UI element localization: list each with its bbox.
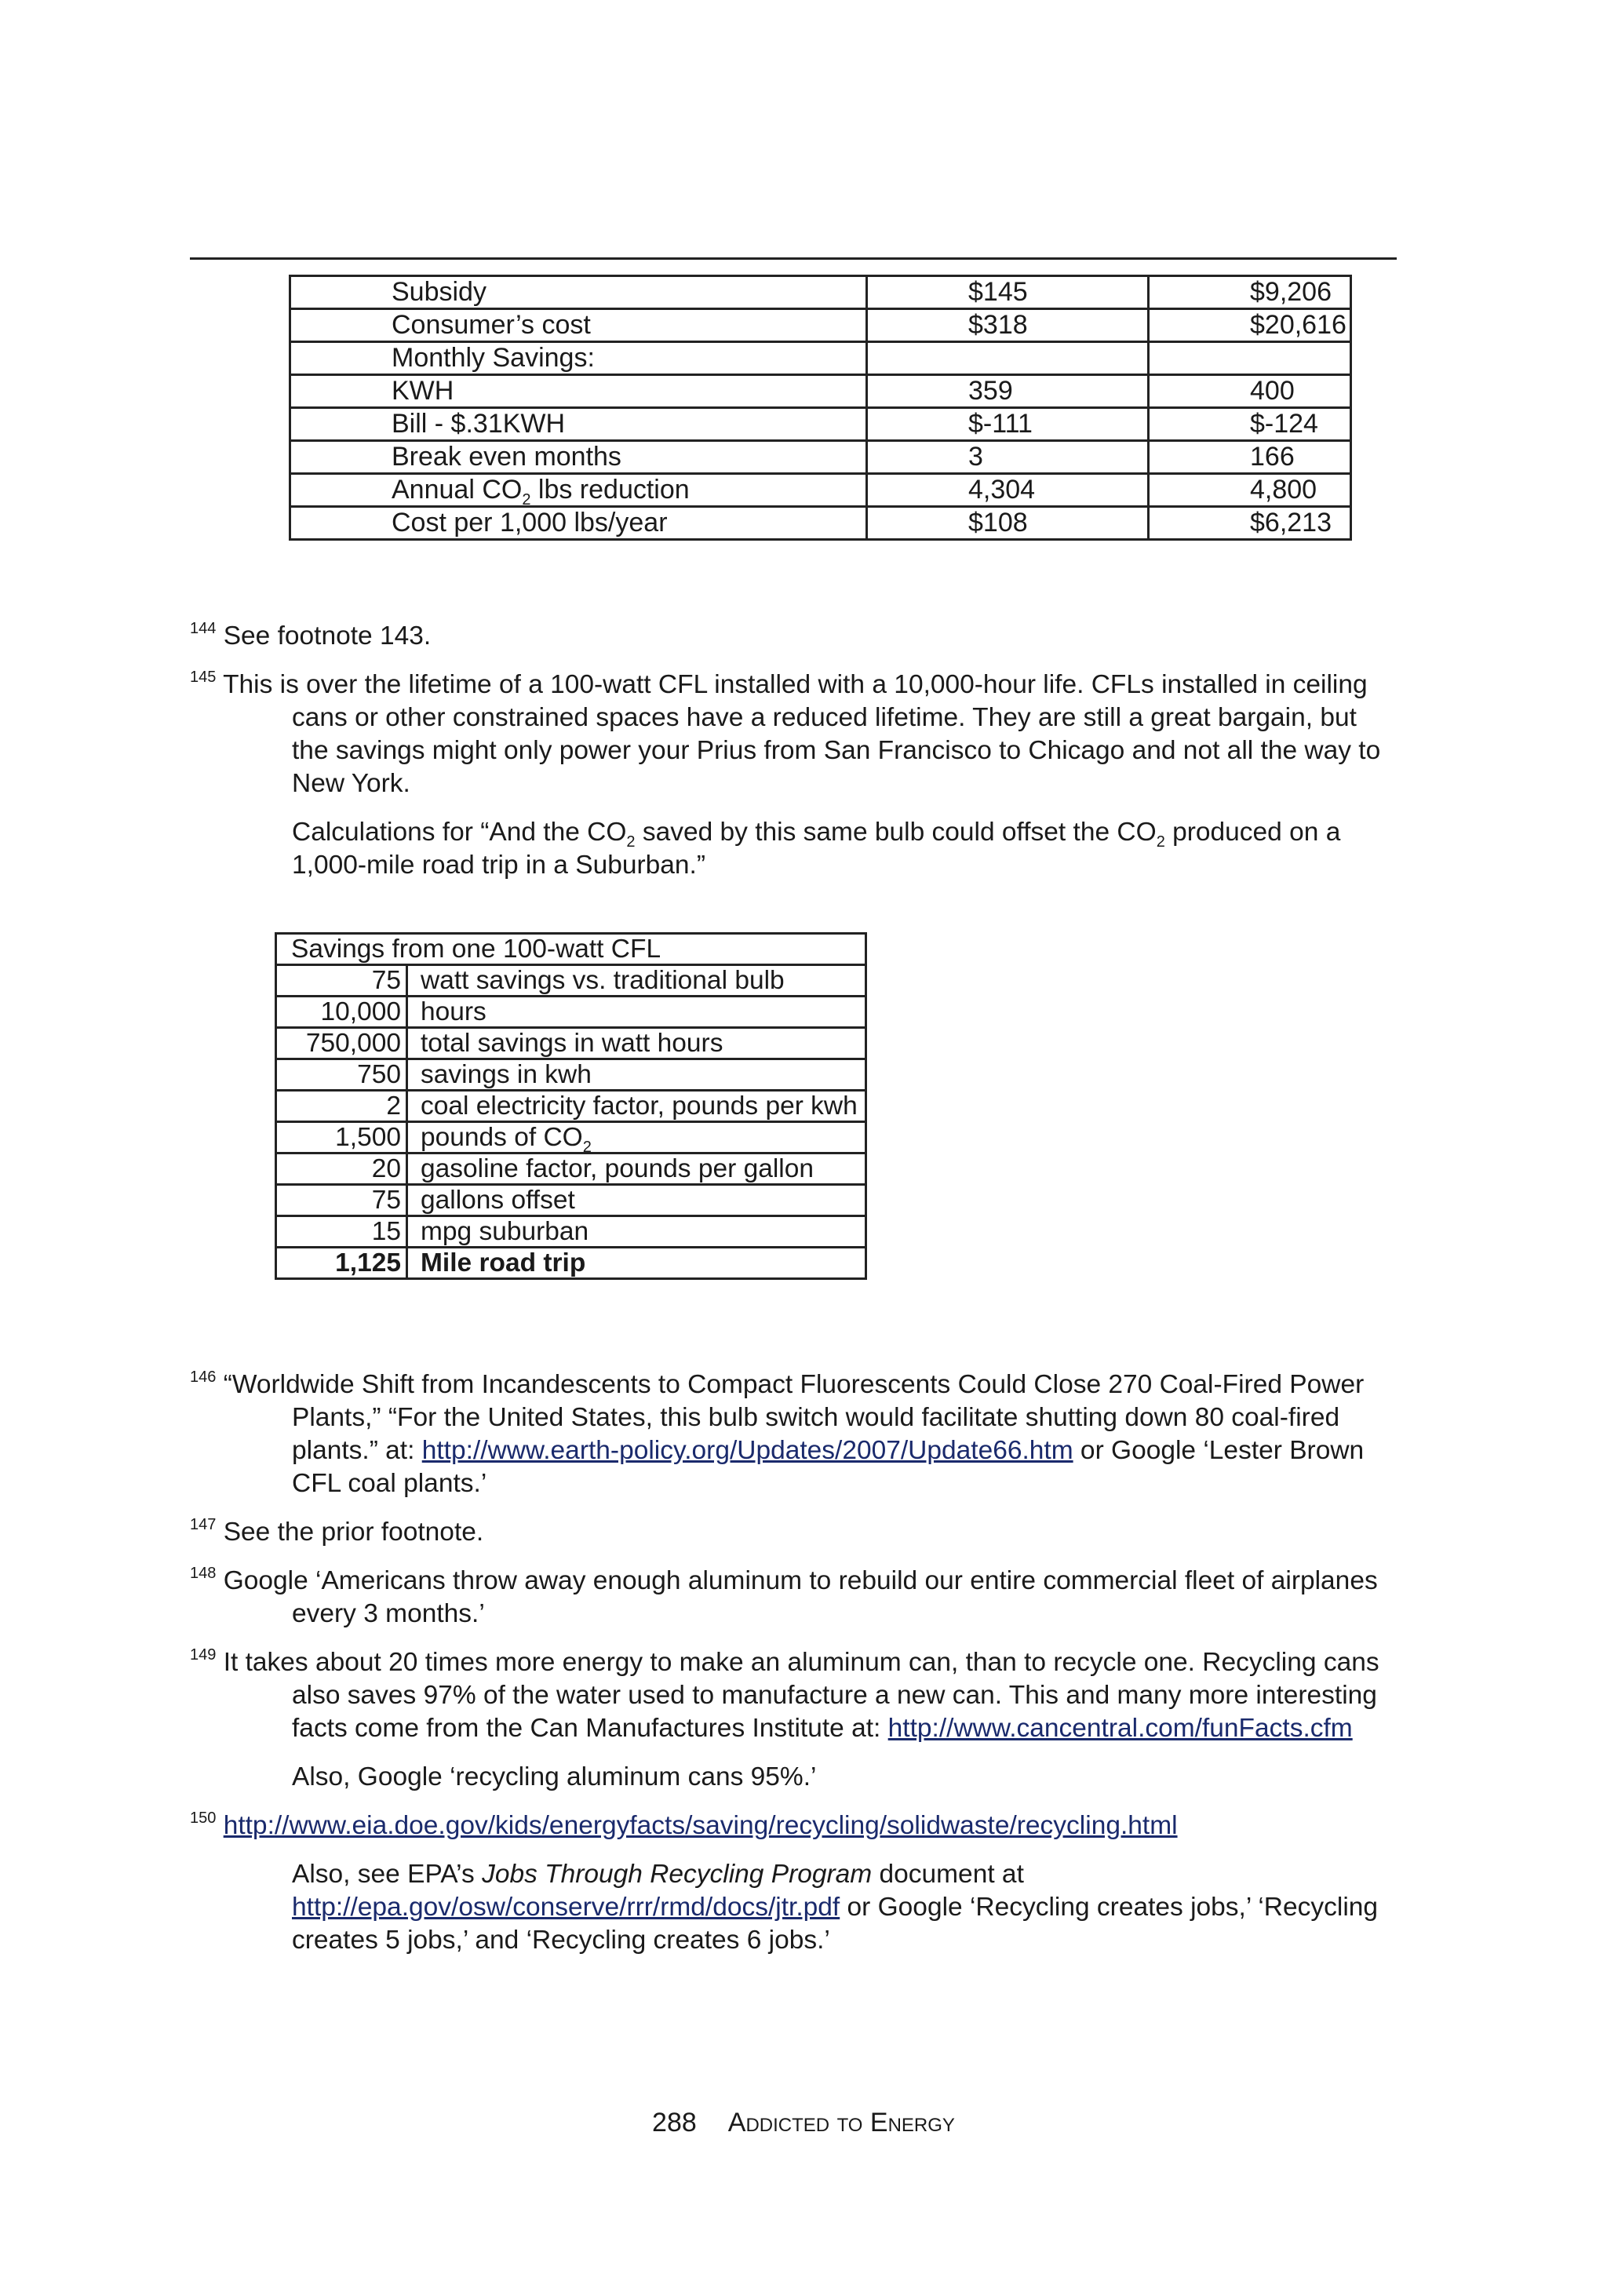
footnote-146: [190, 1368, 1398, 1500]
footnote-145: [190, 669, 1398, 800]
desc-cell: savings in kwh: [407, 1059, 866, 1091]
table-row: [276, 1153, 866, 1185]
number-cell: 2: [276, 1091, 407, 1122]
footnote-145-calc: Calculations for “And the $CO_2$ saved by this same bulb could offset the $CO_2$ produced on a 1,000-mile road trip in a Suburban.”: [292, 818, 1341, 880]
table-row: [276, 1028, 866, 1059]
table-row: [276, 1216, 866, 1248]
page-footer: [0, 2108, 1607, 2138]
cost-table: [289, 275, 1352, 541]
desc-cell: pounds of $CO_2$: [407, 1122, 866, 1153]
cancentral-link[interactable]: http://www.cancentral.com/funFacts.cfm: [887, 1714, 1353, 1743]
footnote-147: [190, 1516, 1398, 1549]
footnote-text: This is over the lifetime of a 100-watt CFL installed with a 10,000-hour life. CFLs installed in ceiling cans or other constrained spaces have a reduced lifetime. They are still a great bargain, but the savings might only power your Prius from San Francisco to Chicago and not all the way to New York.: [223, 670, 1381, 798]
value-b: $20,616: [1149, 309, 1351, 342]
value-b: [1149, 342, 1351, 375]
table-row: [276, 1185, 866, 1216]
footnote-number: 144: [190, 620, 217, 637]
desc-cell: coal electricity factor, pounds per kwh: [407, 1091, 866, 1122]
desc-cell: mpg suburban: [407, 1216, 866, 1248]
footnote-number: 150: [190, 1809, 217, 1827]
value-a: [867, 342, 1149, 375]
value-a: $318: [867, 309, 1149, 342]
table-row: [290, 441, 1351, 474]
footnote-text: or Google ‘Lester Brown CFL coal plants.’: [292, 1436, 1365, 1498]
number-cell: 10,000: [276, 997, 407, 1028]
desc-cell: hours: [407, 997, 866, 1028]
value-a: 3: [867, 441, 1149, 474]
table-row: [276, 1122, 866, 1153]
value-a: $108: [867, 507, 1149, 540]
header-rule: [190, 257, 1397, 260]
number-cell: 750,000: [276, 1028, 407, 1059]
footnote-text: See the prior footnote.: [223, 1518, 484, 1547]
row-label: Cost per 1,000 lbs/year: [290, 507, 867, 540]
footnote-number: 148: [190, 1565, 217, 1582]
desc-cell: gasoline factor, pounds per gallon: [407, 1153, 866, 1185]
number-cell: 75: [276, 965, 407, 997]
row-label: Bill - $.31KWH: [290, 408, 867, 441]
table-row: [290, 342, 1351, 375]
number-cell: 75: [276, 1185, 407, 1216]
desc-cell: Mile road trip: [407, 1248, 866, 1279]
value-b: $-124: [1149, 408, 1351, 441]
row-label: Subsidy: [290, 276, 867, 309]
footnote-text: It takes about 20 times more energy to make an aluminum can, than to recycle one. Recycling cans also saves 97% of the water used to manufacture a new can. This and many more interesting facts come from the Can Manufactures Institute at:: [223, 1648, 1379, 1743]
row-label: KWH: [290, 375, 867, 408]
value-a: $145: [867, 276, 1149, 309]
table-row: [290, 309, 1351, 342]
footnote-number: 146: [190, 1368, 217, 1386]
footnote-number: 145: [190, 669, 217, 686]
value-b: 4,800: [1149, 474, 1351, 507]
footnote-number: 149: [190, 1646, 217, 1664]
value-b: 400: [1149, 375, 1351, 408]
table-row: [290, 507, 1351, 540]
value-b: 166: [1149, 441, 1351, 474]
footnote-150: [190, 1809, 1398, 1842]
number-cell: 750: [276, 1059, 407, 1091]
table-row: [276, 997, 866, 1028]
number-cell: 1,125: [276, 1248, 407, 1279]
table-row: [276, 965, 866, 997]
footnote-149-also: Also, Google ‘recycling aluminum cans 95%.’: [292, 1762, 817, 1791]
number-cell: 1,500: [276, 1122, 407, 1153]
eia-link[interactable]: http://www.eia.doe.gov/kids/energyfacts/saving/recycling/solidwaste/recycling.html: [223, 1811, 1178, 1840]
footnote-text: “Worldwide Shift from Incandescents to Compact Fluorescents Could Close 270 Coal-Fired Power Plants,” “For the United States, this bulb switch would facilitate shutting down 80 coal-fired plants.” at:: [223, 1370, 1365, 1465]
value-a: $-111: [867, 408, 1149, 441]
footnote-text: See footnote 143.: [223, 621, 432, 651]
table-row: [276, 1091, 866, 1122]
row-label: Consumer’s cost: [290, 309, 867, 342]
table-row: [276, 1059, 866, 1091]
earth-policy-link[interactable]: http://www.earth-policy.org/Updates/2007/Update66.htm: [421, 1436, 1073, 1465]
number-cell: 20: [276, 1153, 407, 1185]
desc-cell: total savings in watt hours: [407, 1028, 866, 1059]
table-row: [290, 408, 1351, 441]
value-b: $6,213: [1149, 507, 1351, 540]
table-header: Savings from one 100-watt CFL: [276, 934, 866, 965]
table-row: [290, 276, 1351, 309]
footnote-text: Google ‘Americans throw away enough aluminum to rebuild our entire commercial fleet of airplanes every 3 months.’: [223, 1566, 1378, 1628]
book-title: Addicted to Energy: [727, 2108, 955, 2137]
row-label: Monthly Savings:: [290, 342, 867, 375]
row-label: Annual $CO_2$ lbs reduction: [290, 474, 867, 507]
epa-jtr-link[interactable]: http://epa.gov/osw/conserve/rrr/rmd/docs/jtr.pdf: [292, 1893, 840, 1922]
table-row-total: [276, 1248, 866, 1279]
table-header-row: [276, 934, 866, 965]
footnote-149: [190, 1646, 1398, 1745]
footnote-144: [190, 620, 1398, 653]
footnote-148: [190, 1565, 1398, 1631]
cfl-savings-table: [275, 932, 867, 1280]
page-number: 288: [652, 2108, 697, 2137]
value-a: 4,304: [867, 474, 1149, 507]
value-a: 359: [867, 375, 1149, 408]
desc-cell: gallons offset: [407, 1185, 866, 1216]
table-row: [290, 474, 1351, 507]
row-label: Break even months: [290, 441, 867, 474]
table-row: [290, 375, 1351, 408]
number-cell: 15: [276, 1216, 407, 1248]
footnote-number: 147: [190, 1516, 217, 1533]
footnote-150-also: Also, see EPA’s Jobs Through Recycling Program document at http://epa.gov/osw/conserve/rrr/rmd/docs/jtr.pdf or Google ‘Recycling creates jobs,’ ‘Recycling creates 5 jobs,’ and ‘Recycling creates 6 jobs.’: [292, 1860, 1379, 1955]
value-b: $9,206: [1149, 276, 1351, 309]
desc-cell: watt savings vs. traditional bulb: [407, 965, 866, 997]
